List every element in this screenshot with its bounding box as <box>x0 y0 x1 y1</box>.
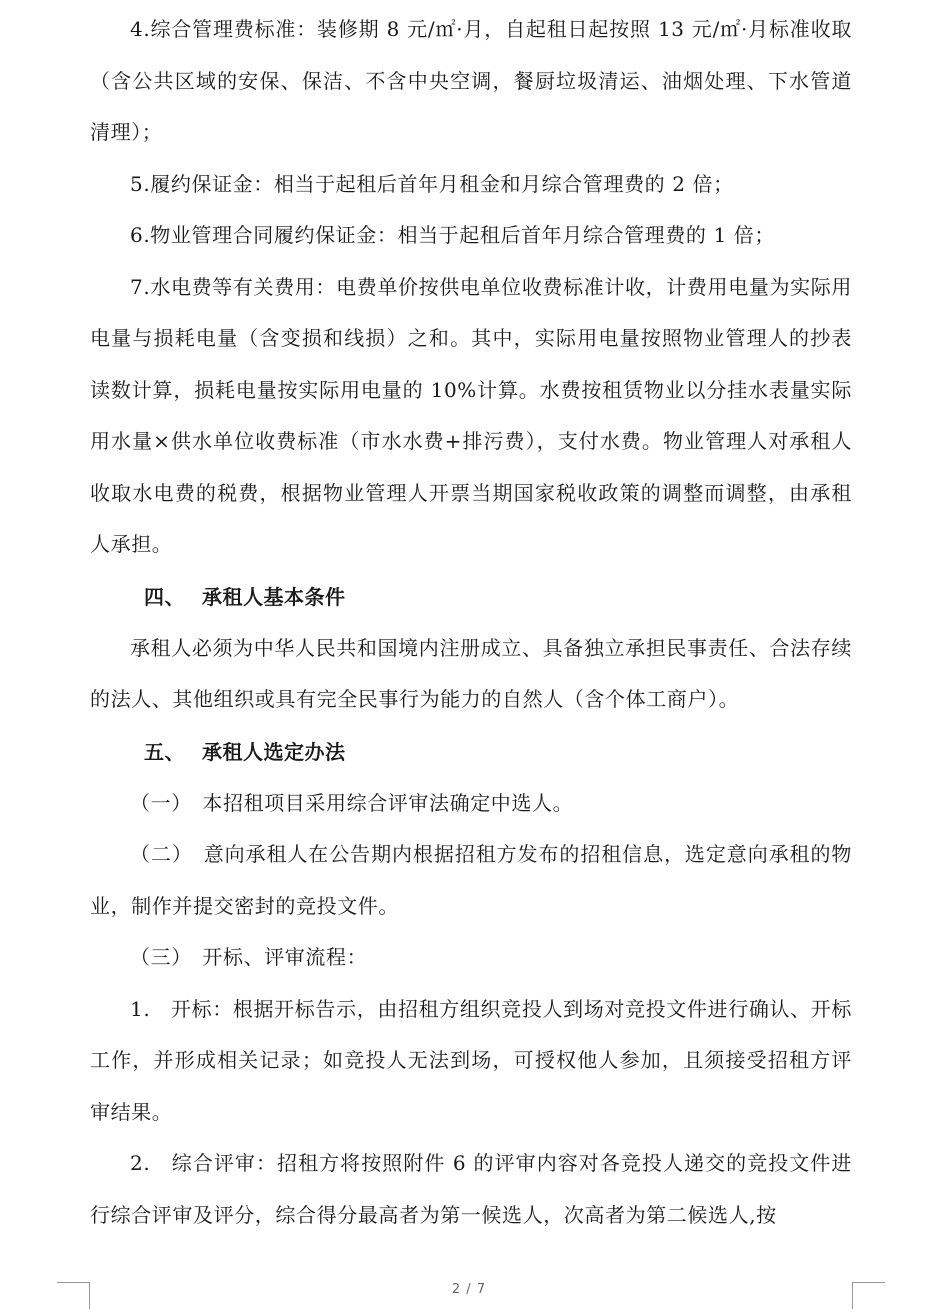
paragraph-tenant-requirements: 承租人必须为中华人民共和国境内注册成立、具备独立承担民事责任、合法存续的法人、其他组织或具有完全民事行为能力的自然人（含个体工商户）。 <box>90 635 852 711</box>
section-number: 四、 <box>144 584 185 609</box>
paragraph-utility-fees: 7.水电费等有关费用：电费单价按供电单位收费标准计收，计费用电量为实际用电量与损耗电量（含变损和线损）之和。其中，实际用电量按照物业管理人的抄表读数计算，损耗电量按实际用电量的 10%计算。水费按租赁物业以分挂水表量实际用水量×供水单位收费标准（市水水费+排污费），支付水费。物业管理人对承租人收取水电费的税费，根据物业管理人开票当期国家税收政策的调整而调整，由承租人承担。 <box>90 274 852 556</box>
paragraph-comprehensive-review: 2. 综合评审：招租方将按照附件 6 的评审内容对各竞投人递交的竞投文件进行综合评审及评分，综合得分最高者为第一候选人，次高者为第二候选人,按 <box>90 1151 852 1227</box>
section-heading-tenant-conditions <box>90 571 852 623</box>
section-title: 承租人基本条件 <box>202 584 346 609</box>
paragraph-management-fee: 4.综合管理费标准：装修期 8 元/㎡·月，自起租日起按照 13 元/㎡·月标准收取（含公共区域的安保、保洁、不含中央空调，餐厨垃圾清运、油烟处理、下水管道清理）； <box>90 17 852 144</box>
paragraph-property-contract-deposit: 6.物业管理合同履约保证金：相当于起租后首年月综合管理费的 1 倍； <box>130 223 775 247</box>
paragraph-process-heading: （三） 开标、评审流程： <box>130 945 368 969</box>
paragraph-bid-submission: （二） 意向承租人在公告期内根据招租方发布的招租信息，选定意向承租的物业，制作并提交密封的竞投文件。 <box>90 842 852 918</box>
section-heading-selection-method <box>90 726 852 778</box>
section-title: 承租人选定办法 <box>202 739 346 764</box>
section-number: 五、 <box>144 739 185 764</box>
page-number: 2 / 7 <box>451 1282 487 1297</box>
document-body <box>90 4 852 1241</box>
paragraph-bid-opening: 1. 开标：根据开标告示，由招租方组织竞投人到场对竞投文件进行确认、开标工作，并形成相关记录；如竞投人无法到场，可授权他人参加，且须接受招租方评审结果。 <box>90 996 852 1124</box>
paragraph-performance-deposit: 5.履约保证金：相当于起租后首年月租金和月综合管理费的 2 倍； <box>130 171 734 196</box>
paragraph-evaluation-method: （一） 本招租项目采用综合评审法确定中选人。 <box>130 790 574 815</box>
